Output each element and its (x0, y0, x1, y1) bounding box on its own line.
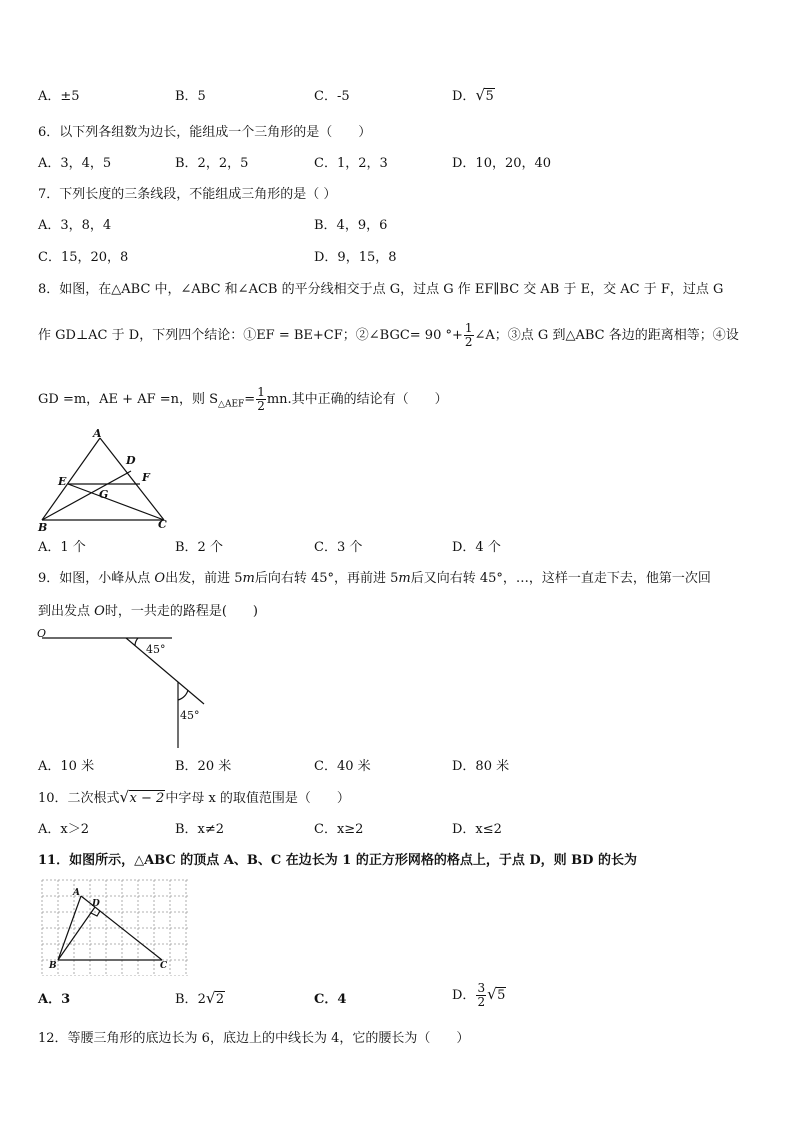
fraction-three-halves: $\frac{3}{2}$ (477, 981, 486, 1009)
q8-stem-line1: 8．如图，在△ABC 中，∠ABC 和∠ACB 的平分线相交于点 G，过点 G 作 EF∥BC 交 AB 于 E，交 AC 于 F，过点 G (38, 282, 724, 297)
q11-option-c: C．4 (314, 992, 347, 1007)
q9-options (38, 757, 758, 777)
q10-option-a: A．x＞2 (38, 822, 89, 837)
q8-option-c: C．3 个 (314, 540, 363, 555)
q5-option-a: A．±5 (38, 89, 80, 104)
q9-option-c: C．40 米 (314, 759, 371, 774)
q11-option-b: B．2 √ 2 (175, 990, 225, 1010)
sqrt-symbol: √ 2 (205, 989, 225, 1007)
q9-option-d: D．80 米 (452, 759, 510, 774)
q9-stem-line1: 9．如图，小峰从点 O出发，前进 5m后向右转 45°，再前进 5m后又向右转 45°，…，这样一直走下去，他第一次回 (38, 571, 711, 586)
q11-options (38, 981, 758, 1018)
q10-option-b: B．x≠2 (175, 822, 225, 837)
q7-option-d: D．9，15，8 (314, 250, 397, 265)
angle-arc-1 (135, 638, 138, 646)
q5-option-c: C．-5 (314, 89, 350, 104)
q8-options (38, 538, 758, 558)
q8-option-b: B．2 个 (175, 540, 223, 555)
q6-stem: 6．以下列各组数为边长，能组成一个三角形的是（ ） (38, 125, 372, 140)
q9-stem-line2: 到出发点 O时，一共走的路程是( ) (38, 604, 258, 619)
q5-options (38, 87, 758, 107)
fraction-half: $\frac{1}{2}$ (257, 385, 265, 413)
q6-option-d: D．10，20，40 (452, 156, 552, 171)
angle-label-2: 45° (180, 709, 200, 722)
label-a: A (73, 888, 80, 898)
segment-bd (42, 471, 131, 520)
q8-triangle-figure (34, 426, 184, 534)
label-b: B (38, 521, 48, 534)
q7-options-row2 (38, 248, 758, 268)
q11-option-d: D． $\frac{3}{2}$ √ 5 (452, 981, 506, 1009)
label-c: C (158, 518, 167, 531)
q9-option-b: B．20 米 (175, 759, 232, 774)
q7-option-c: C．15，20，8 (38, 250, 129, 265)
sqrt-symbol: √ x − 2 (119, 788, 165, 806)
q7-stem: 7．下列长度的三条线段，不能组成三角形的是（ ） (38, 187, 337, 202)
q6-option-b: B．2，2，5 (175, 156, 249, 171)
q11-stem: 11．如图所示，△ABC 的顶点 A、B、C 在边长为 1 的正方形网格的格点上，于点 D，则 BD 的长为 (38, 853, 637, 868)
q9-option-a: A．10 米 (38, 759, 95, 774)
q6-options (38, 154, 758, 174)
label-e: E (58, 475, 67, 488)
q7-option-b: B．4，9，6 (314, 218, 388, 233)
label-g: G (99, 488, 109, 501)
q12-stem: 12．等腰三角形的底边长为 6，底边上的中线长为 4，它的腰长为（ ） (38, 1031, 470, 1046)
segment-bd (58, 907, 95, 960)
q7-option-a: A．3，8，4 (38, 218, 112, 233)
label-o: O (37, 627, 47, 640)
q8-stem-line2: 作 GD⊥AC 于 D，下列四个结论：①EF = BE+CF；②∠BGC= 90 °+ $\frac{1}{2}$ ∠A；③点 G 到△ABC 各边的距离相等；④设 (38, 321, 739, 349)
q8-option-a: A．1 个 (38, 540, 86, 555)
angle-arc-2 (178, 690, 188, 700)
segment-ab (58, 896, 81, 960)
label-d: D (92, 899, 100, 909)
q9-path-figure (34, 626, 234, 754)
label-b: B (49, 961, 57, 971)
q5-option-b: B．5 (175, 89, 206, 104)
label-c: C (160, 961, 168, 971)
sqrt-symbol: √ 5 (487, 985, 506, 1003)
angle-label-1: 45° (146, 643, 166, 656)
segment-ab (42, 438, 100, 520)
sqrt-symbol: √ 5 (475, 86, 494, 104)
q10-stem: 10．二次根式 √ x − 2中字母 x 的取值范围是（ ） (38, 788, 350, 806)
q10-option-d: D．x≤2 (452, 822, 502, 837)
label-a: A (93, 427, 102, 440)
q11-option-a: A．3 (38, 992, 71, 1007)
label-f: F (142, 471, 150, 484)
q10-option-c: C．x≥2 (314, 822, 364, 837)
q8-stem-line3: GD =m，AE + AF =n，则 $S_{\triangle AEF}=$ $\frac{1}{2}$ mn.其中正确的结论有（ ） (38, 385, 448, 413)
label-d: D (126, 454, 136, 467)
fraction-half: $\frac{1}{2}$ (464, 321, 473, 349)
q7-options-row1 (38, 216, 758, 236)
q6-option-c: C．1，2，3 (314, 156, 388, 171)
q5-option-d: D． √ 5 (452, 87, 495, 107)
q10-options (38, 820, 758, 840)
q8-option-d: D．4 个 (452, 540, 501, 555)
q6-option-a: A．3，4，5 (38, 156, 112, 171)
q11-grid-figure (36, 876, 196, 976)
